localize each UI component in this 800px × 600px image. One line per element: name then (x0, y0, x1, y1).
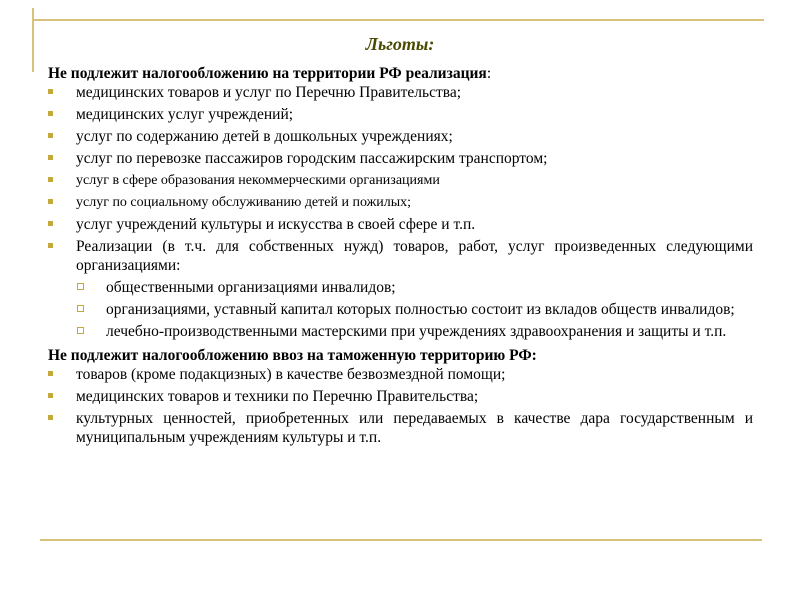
list-item: медицинских товаров и услуг по Перечню Правительства; (48, 83, 753, 102)
bottom-decorative-rule (40, 539, 762, 541)
square-bullet-icon (48, 415, 53, 420)
hollow-square-bullet-icon (77, 327, 84, 334)
list-item: Реализации (в т.ч. для собственных нужд) товаров, работ, услуг произведенных следующими организациями: (48, 237, 753, 275)
square-bullet-icon (48, 133, 53, 138)
section2-list (48, 365, 753, 447)
section1-sublist (48, 278, 753, 341)
section1-list (48, 83, 753, 275)
list-item: медицинских услуг учреждений; (48, 105, 753, 124)
section1-heading: Не подлежит налогообложению на территории РФ реализация: (48, 65, 492, 82)
list-item: медицинских товаров и техники по Перечню Правительства; (48, 387, 753, 406)
sublist-item: общественными организациями инвалидов; (48, 278, 753, 297)
sublist-item: лечебно-производственными мастерскими при учреждениях здравоохранения и защиты и т.п. (48, 322, 753, 341)
list-item: культурных ценностей, приобретенных или передаваемых в качестве дара государственным и муниципальным учреждениям культуры и т.п. (48, 409, 753, 447)
square-bullet-icon (48, 155, 53, 160)
list-item: услуг по социальному обслуживанию детей и пожилых; (48, 193, 753, 212)
square-bullet-icon (48, 89, 53, 94)
slide-title: Льготы: (365, 34, 435, 54)
list-item: товаров (кроме подакцизных) в качестве безвозмездной помощи; (48, 365, 753, 384)
section2-heading: Не подлежит налогообложению ввоз на таможенную территорию РФ: (48, 347, 537, 364)
square-bullet-icon (48, 177, 53, 182)
square-bullet-icon (48, 371, 53, 376)
square-bullet-icon (48, 221, 53, 226)
list-item: услуг учреждений культуры и искусства в своей сфере и т.п. (48, 215, 753, 234)
square-bullet-icon (48, 393, 53, 398)
top-decorative-rule (32, 19, 764, 21)
square-bullet-icon (48, 243, 53, 248)
slide-content (48, 64, 753, 450)
list-item: услуг по перевозке пассажиров городским пассажирским транспортом; (48, 149, 753, 168)
hollow-square-bullet-icon (77, 283, 84, 290)
hollow-square-bullet-icon (77, 305, 84, 312)
list-item: услуг в сфере образования некоммерческими организациями (48, 171, 753, 190)
sublist-item: организациями, уставный капитал которых полностью состоит из вкладов обществ инвалидов; (48, 300, 753, 319)
list-item: услуг по содержанию детей в дошкольных учреждениях; (48, 127, 753, 146)
square-bullet-icon (48, 111, 53, 116)
square-bullet-icon (48, 199, 53, 204)
